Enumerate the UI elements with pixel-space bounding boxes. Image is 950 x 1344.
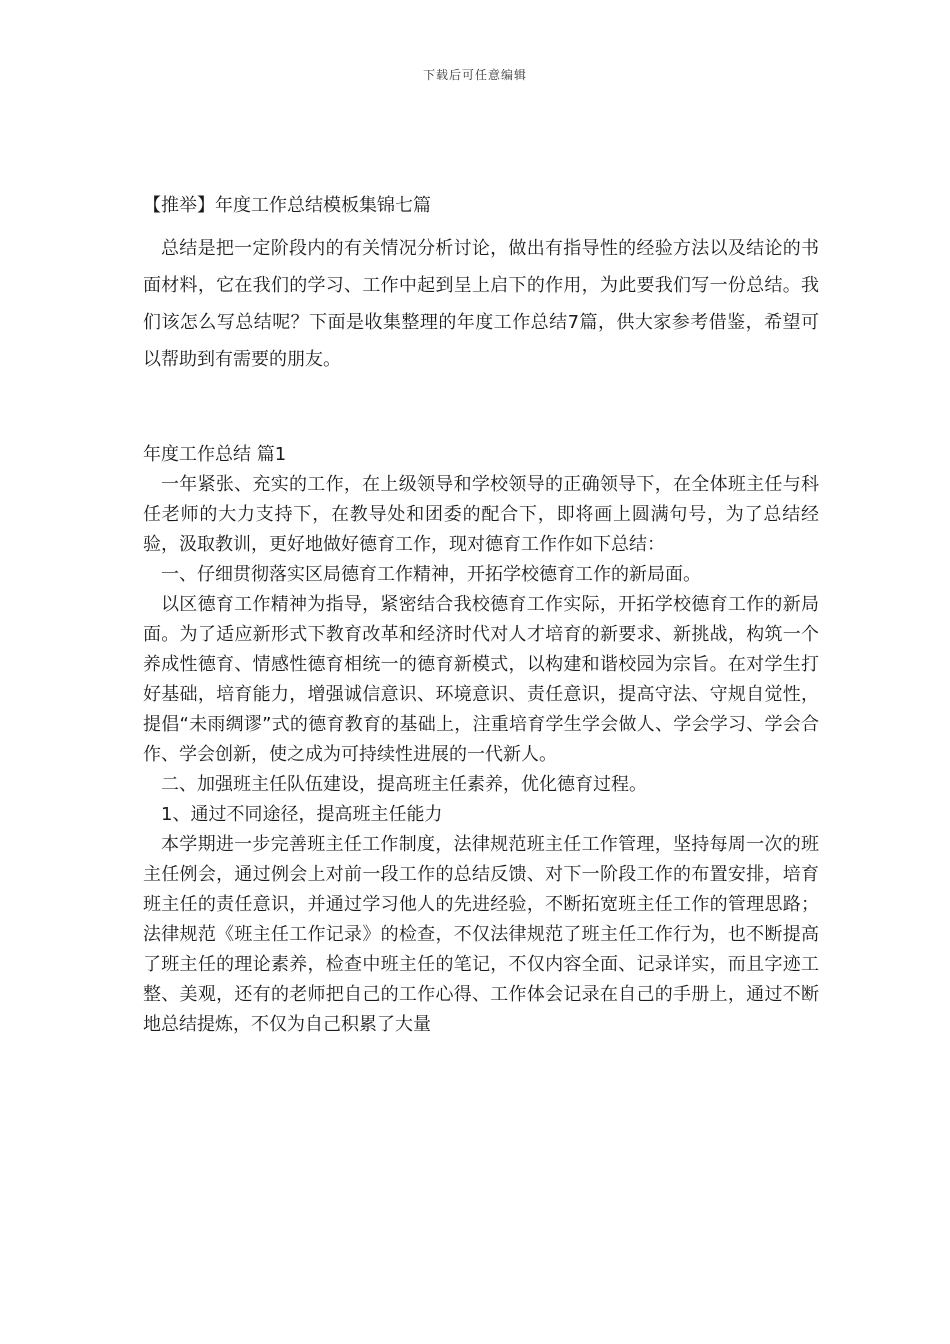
subheading-two: 二、加强班主任队伍建设，提高班主任素养，优化德育过程。 [161, 774, 647, 795]
section-1 [143, 440, 819, 1040]
header-note: 下载后可任意编辑 [422, 68, 527, 82]
subheading-two-one: 1、通过不同途径，提高班主任能力 [161, 804, 443, 825]
subheading-one: 一、仔细贯彻落实区局德育工作精神，开拓学校德育工作的新局面。 [161, 564, 701, 585]
section-heading: 年度工作总结 篇1 [143, 444, 287, 465]
paragraph-opening: 一年紧张、充实的工作，在上级领导和学校领导的正确领导下，在全体班主任与科任老师的大力支持下，在教导处和团委的配合下，即将画上圆满句号，为了总结经验，汲取教训，更好地做好德育工作，现对德育工作作如下总结： [143, 474, 819, 555]
paragraph-moral-education: 以区德育工作精神为指导，紧密结合我校德育工作实际，开拓学校德育工作的新局面。为了适应新形式下教育改革和经济时代对人才培育的新要求、新挑战，构筑一个养成性德育、情感性德育相统一的德育新模式，以构建和谐校园为宗旨。在对学生打好基础，培育能力，增强诚信意识、环境意识、责任意识，提高守法、守规自觉性，提倡“未雨绸谬”式的德育教育的基础上，注重培育学生学会做人、学会学习、学会合作、学会创新，使之成为可持续性进展的一代新人。 [143, 594, 819, 765]
intro-paragraph: 总结是把一定阶段内的有关情况分析讨论，做出有指导性的经验方法以及结论的书面材料，它在我们的学习、工作中起到呈上启下的作用，为此要我们写一份总结。我们该怎么写总结呢？下面是收集整理的年度工作总结7篇，供大家参考借鉴，希望可以帮助到有需要的朋友。 [143, 238, 819, 370]
document-title: 【推举】年度工作总结模板集锦七篇 [143, 195, 431, 216]
paragraph-teacher-management: 本学期进一步完善班主任工作制度，法律规范班主任工作管理，坚持每周一次的班主任例会，通过例会上对前一段工作的总结反馈、对下一阶段工作的布置安排，培育班主任的责任意识，并通过学习他人的先进经验，不断拓宽班主任工作的管理思路；法律规范《班主任工作记录》的检查，不仅法律规范了班主任工作行为，也不断提高了班主任的理论素养，检查中班主任的笔记，不仅内容全面、记录详实，而且字迹工整、美观，还有的老师把自己的工作心得、工作体会记录在自己的手册上，通过不断地总结提炼，不仅为自己积累了大量 [143, 834, 819, 1035]
